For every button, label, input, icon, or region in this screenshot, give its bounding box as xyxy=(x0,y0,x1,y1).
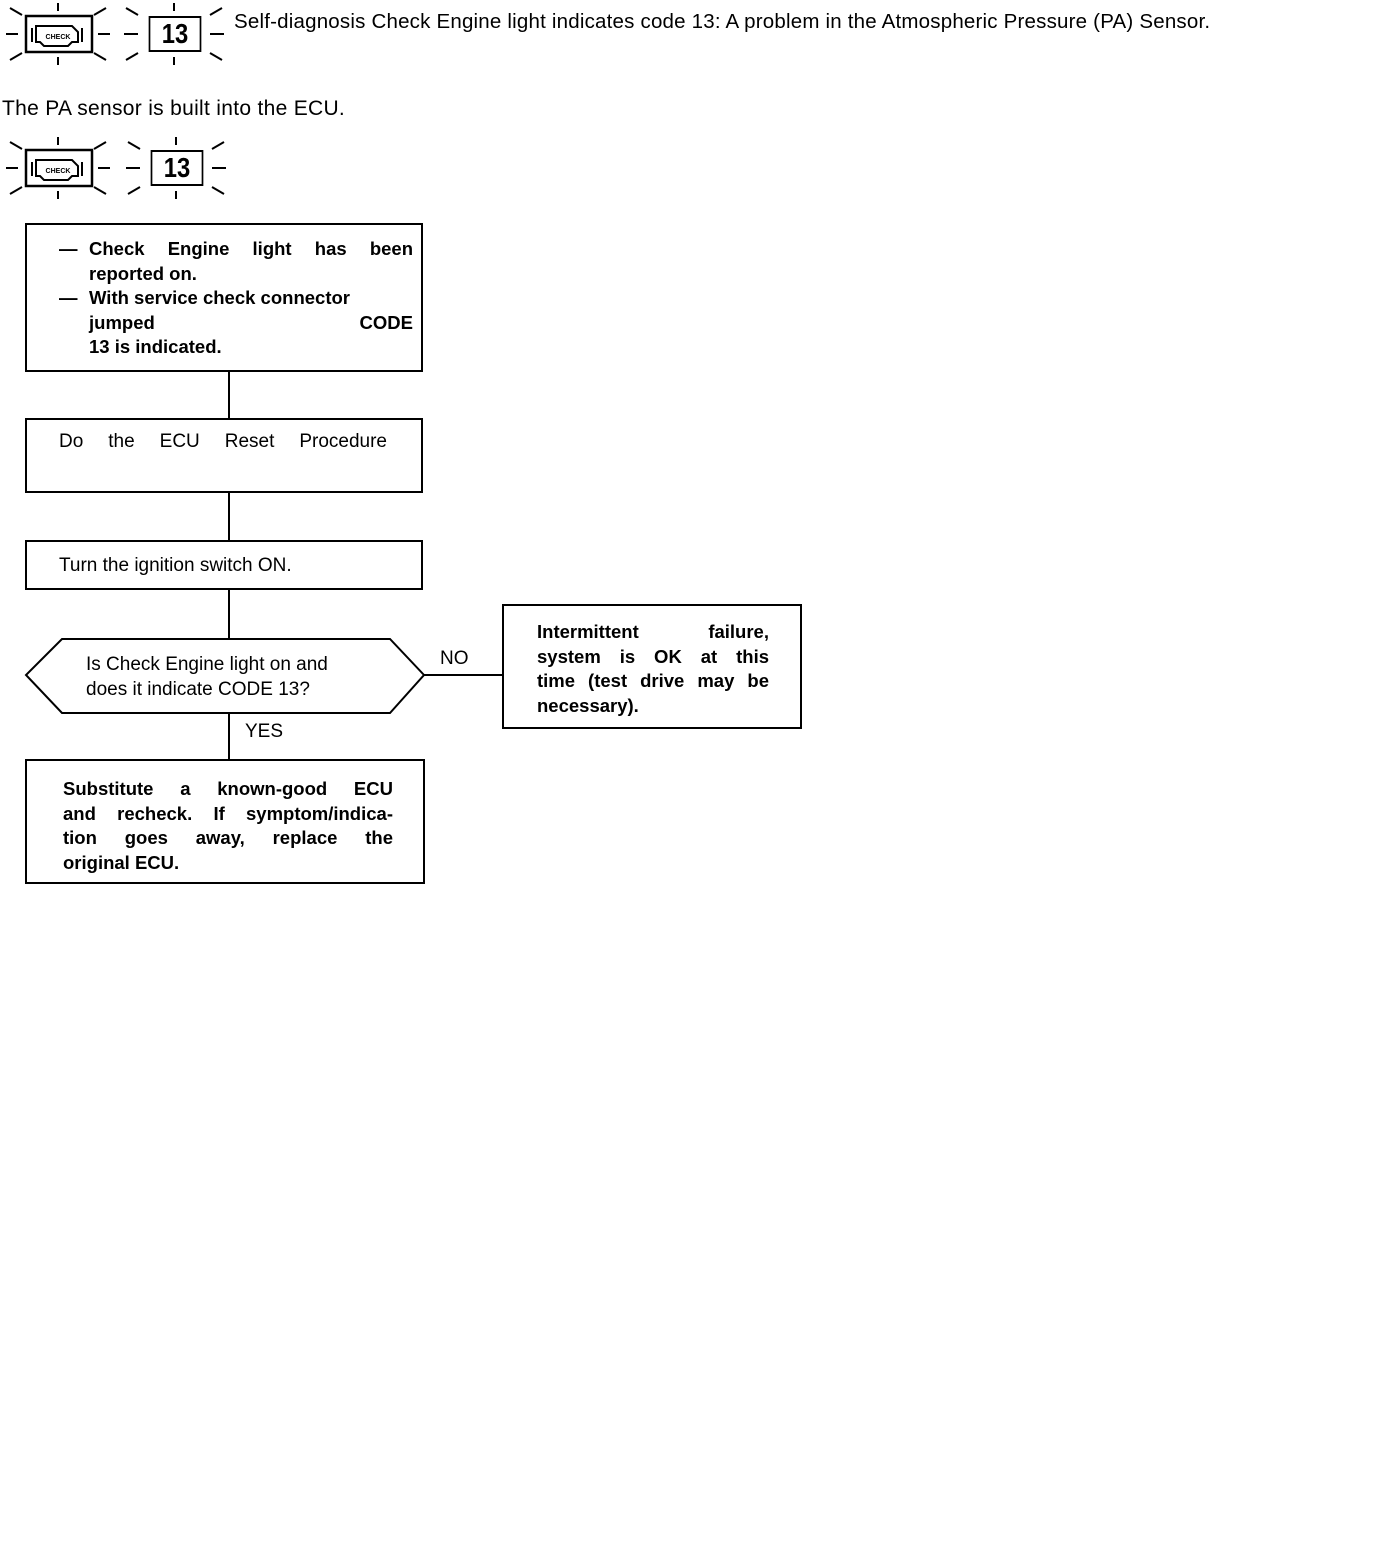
flow-ignition-box xyxy=(25,540,423,590)
yes-box-line-1: Substitute a known-good ECU xyxy=(63,778,393,799)
yes-label: YES xyxy=(245,721,284,742)
svg-text:CHECK: CHECK xyxy=(45,168,71,175)
connector-ignition-to-decision xyxy=(228,590,230,639)
ignition-box-text: Turn the ignition switch ON. xyxy=(59,555,292,576)
connector-start-to-reset xyxy=(228,372,230,419)
check-engine-lamp-icon xyxy=(4,2,112,66)
start-item-1-line-1: Check Engine light has been xyxy=(89,238,413,259)
start-item-1 xyxy=(59,237,413,286)
header-check-engine-indicator xyxy=(4,2,112,66)
yes-box-line-2: and recheck. If symptom/indica- xyxy=(63,802,393,824)
check-engine-indicator xyxy=(4,136,112,200)
reset-box-text: Do the ECU Reset Procedure xyxy=(59,431,387,452)
check-engine-lamp-icon xyxy=(4,136,112,200)
header-code-indicator xyxy=(122,2,226,66)
start-item-2-line-1: With service check connector xyxy=(89,287,350,308)
no-box-line-1: Intermittent failure, xyxy=(537,621,769,642)
no-box-line-4: necessary). xyxy=(537,694,639,716)
start-item-1-line-2: reported on. xyxy=(89,262,197,284)
decision-text xyxy=(86,653,328,702)
start-item-2-line-3: 13 is indicated. xyxy=(89,336,222,357)
no-label: NO xyxy=(440,648,469,669)
connector-reset-to-ignition xyxy=(228,493,230,541)
decision-line-1: Is Check Engine light on and xyxy=(86,654,328,675)
header-description: Self-diagnosis Check Engine light indicates code 13: A problem in the Atmospheric Pressure (PA) Sensor. xyxy=(234,10,1211,33)
bullet: — xyxy=(59,287,78,308)
header-code-box: 13 xyxy=(149,16,202,52)
no-box-line-3: time (test drive may be xyxy=(537,670,769,691)
no-box-line-2: system is OK at this xyxy=(537,645,769,667)
intro-text: The PA sensor is built into the ECU. xyxy=(2,97,346,120)
start-item-2-line-2-right: CODE xyxy=(359,311,413,333)
connector-yes xyxy=(228,714,230,760)
start-item-2 xyxy=(59,286,413,360)
flow-reset-box xyxy=(25,418,423,493)
connector-no xyxy=(424,674,503,676)
yes-box-line-3: tion goes away, replace the xyxy=(63,827,393,848)
flow-yes-box xyxy=(25,759,425,884)
code-indicator xyxy=(124,136,228,200)
yes-box-line-4: original ECU. xyxy=(63,851,180,873)
flow-start-box xyxy=(25,223,423,372)
start-item-2-line-2-left: jumped xyxy=(89,311,155,333)
flow-no-box xyxy=(502,604,802,729)
svg-text:CHECK: CHECK xyxy=(45,34,71,41)
bullet: — xyxy=(59,238,78,259)
decision-line-2: does it indicate CODE 13? xyxy=(86,678,310,700)
code-box: 13 xyxy=(151,150,204,186)
